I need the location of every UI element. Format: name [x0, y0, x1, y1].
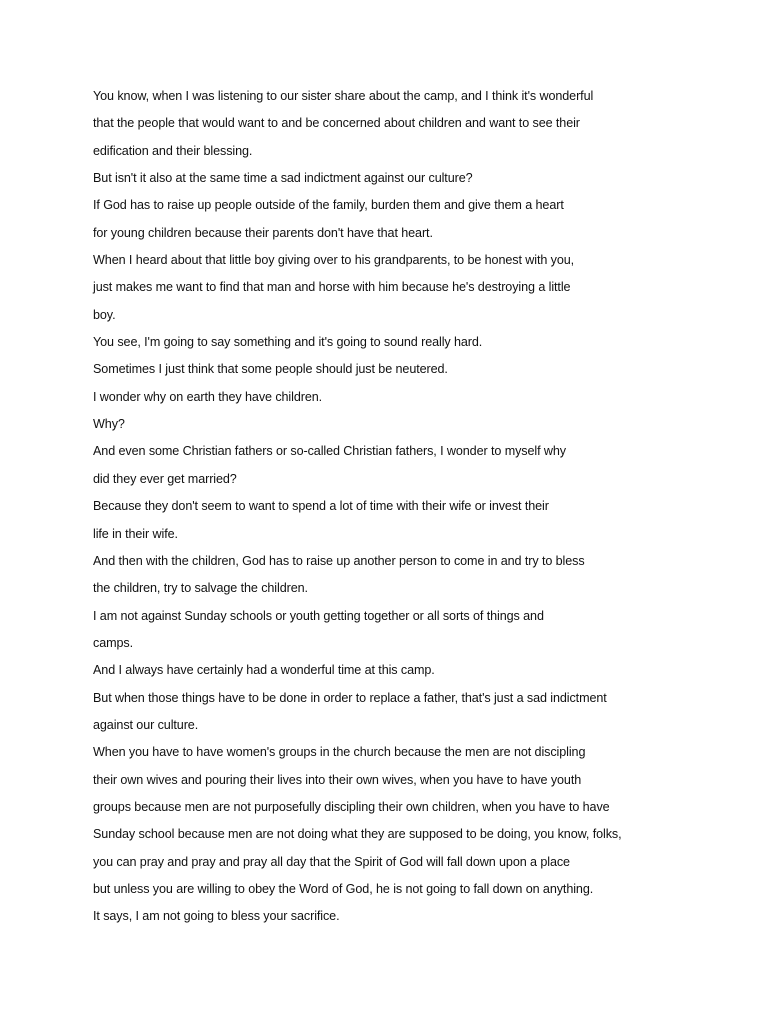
text-line: I wonder why on earth they have children.: [93, 389, 323, 404]
text-line: And then with the children, God has to raise up another person to come in and try to bless: [93, 553, 585, 568]
text-line: for young children because their parents don't have that heart.: [93, 225, 433, 240]
text-line: And I always have certainly had a wonderful time at this camp.: [93, 663, 435, 678]
text-line: life in their wife.: [93, 526, 178, 541]
text-line: edification and their blessing.: [93, 143, 253, 158]
text-line: You know, when I was listening to our sister share about the camp, and I think it's wonderful: [93, 89, 594, 103]
text-line: You see, I'm going to say something and it's going to sound really hard.: [93, 335, 483, 350]
text-line: I am not against Sunday schools or youth getting together or all sorts of things and: [93, 608, 544, 623]
text-line: the children, try to salvage the children.: [93, 581, 308, 596]
text-line: camps.: [93, 635, 133, 650]
text-line: But when those things have to be done in order to replace a father, that's just a sad indictment: [93, 690, 607, 705]
text-line: When you have to have women's groups in the church because the men are not discipling: [93, 745, 586, 760]
text-line: Sometimes I just think that some people should just be neutered.: [93, 362, 448, 377]
text-line: did they ever get married?: [93, 471, 237, 486]
text-line: When I heard about that little boy giving over to his grandparents, to be honest with you,: [93, 253, 575, 268]
text-line: that the people that would want to and be concerned about children and want to see their: [93, 116, 580, 131]
transcript-text: [93, 84, 733, 932]
text-line: Why?: [93, 417, 125, 432]
text-line: but unless you are willing to obey the Word of God, he is not going to fall down on anything.: [93, 881, 594, 896]
text-line: Sunday school because men are not doing what they are supposed to be doing, you know, folks,: [93, 827, 622, 842]
text-line: groups because men are not purposefully discipling their own children, when you have to have: [93, 799, 610, 814]
text-line: just makes me want to find that man and horse with him because he's destroying a little: [93, 280, 571, 295]
text-line: It says, I am not going to bless your sacrifice.: [93, 909, 340, 924]
text-line: their own wives and pouring their lives into their own wives, when you have to have youth: [93, 772, 582, 787]
text-line: If God has to raise up people outside of the family, burden them and give them a heart: [93, 198, 564, 213]
text-line: Because they don't seem to want to spend a lot of time with their wife or invest their: [93, 499, 549, 514]
text-line: But isn't it also at the same time a sad indictment against our culture?: [93, 171, 473, 186]
text-line: boy.: [93, 307, 116, 322]
text-line: against our culture.: [93, 717, 199, 732]
text-line: And even some Christian fathers or so-called Christian fathers, I wonder to myself why: [93, 444, 566, 459]
text-line: you can pray and pray and pray all day that the Spirit of God will fall down upon a place: [93, 854, 570, 869]
